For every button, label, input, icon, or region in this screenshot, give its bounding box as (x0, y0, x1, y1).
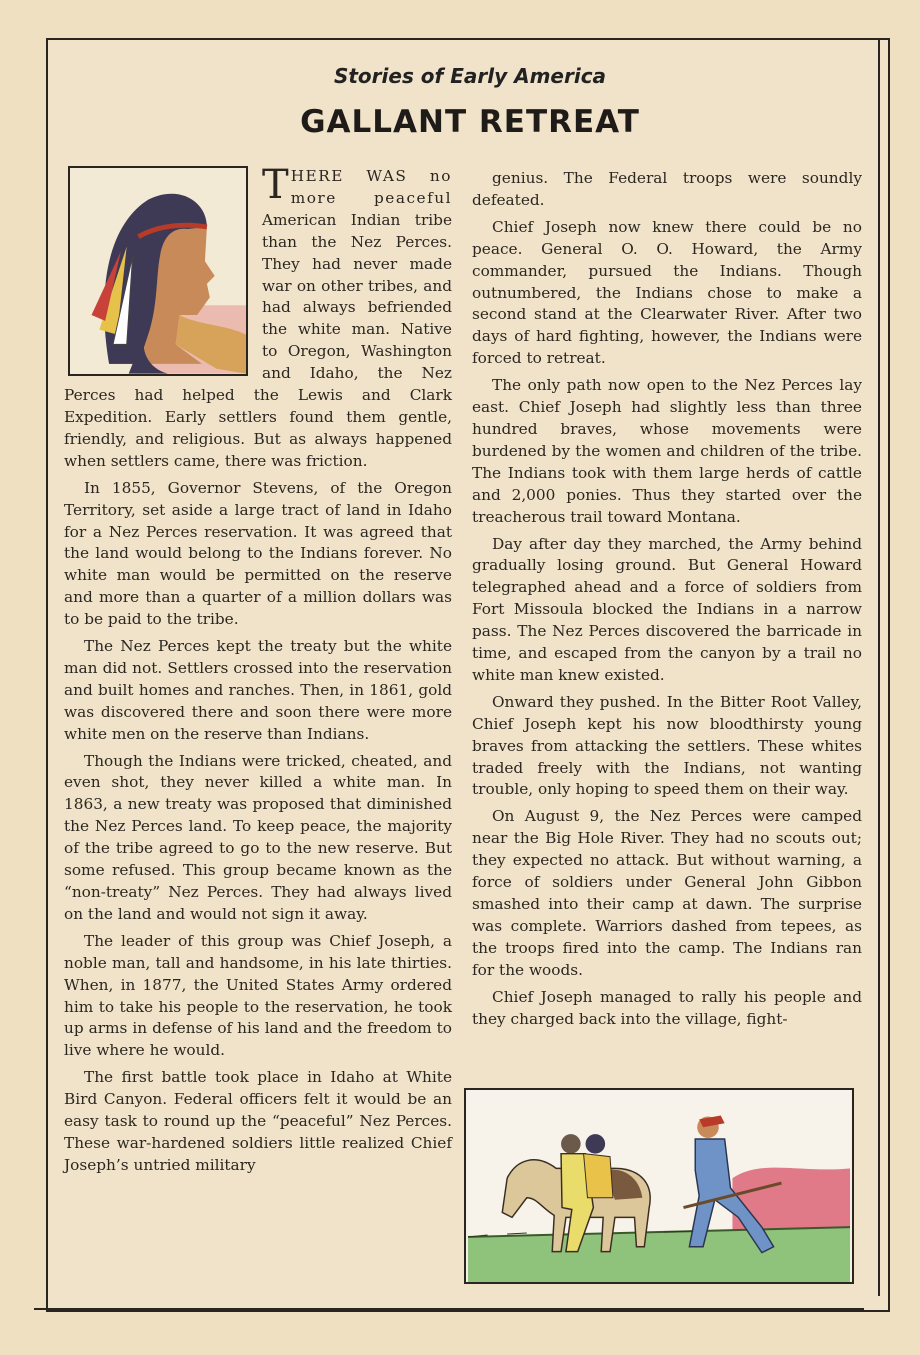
paragraph-5: The leader of this group was Chief Joseph, a noble man, tall and handsome, in his late thirties. When, in 1877, the United States Army ordered him to take his people to the reservation, he took up arms in defense of his land and the freedom to live where he would. (64, 931, 452, 1060)
drop-cap: T (262, 162, 289, 208)
paragraph-2: In 1855, Governor Stevens, of the Oregon Territory, set aside a large tract of land in Idaho for a Nez Perces reservation. It was agreed that the land would belong to the Indians forever. No white man would be permitted on the reserve and more than a quarter of a million dollars was to be paid to the tribe. (64, 478, 452, 629)
left-column (64, 162, 452, 1182)
frame-bottom-rule (34, 1308, 864, 1310)
retreat-scene-illustration (464, 1088, 854, 1284)
paragraph-12: On August 9, the Nez Perces were camped near the Big Hole River. They had no scouts out; they expected no attack. But without warning, a force of soldiers under General John Gibbon smashed into their camp at dawn. The surprise was complete. Warriors dashed from tepees, as the troops fired into the camp. The Indians ran for the woods. (472, 807, 862, 979)
series-title: Stories of Early America (333, 64, 607, 88)
paragraph-7: genius. The Federal troops were soundly defeated. (472, 169, 862, 209)
paragraph-11: Onward they pushed. In the Bitter Root Valley, Chief Joseph kept his now bloodthirsty young braves from attacking the settlers. These whites traded freely with the Indians, not wanting trouble, only hoping to speed them on their way. (472, 692, 862, 799)
paragraph-1: American Indian tribe than the Nez Perces. They had never made war on other tribes, and had always befriended the white man. Native to Oregon, Washington and Idaho, the Nez Perces had helped the Lewis and Clark Expedition. Early settlers found them gentle, friendly, and religious. But as always happened when settlers came, there was friction. (64, 210, 452, 470)
chief-portrait-illustration (68, 166, 248, 376)
paragraph-6: The first battle took place in Idaho at White Bird Canyon. Federal officers felt it would be an easy task to round up the “peaceful” Nez Perces. These war-hardened soldiers little realized Chief Joseph’s untried military (64, 1068, 452, 1174)
right-column (472, 168, 862, 1035)
paragraph-8: Chief Joseph now knew there could be no peace. General O. O. Howard, the Army commander, pursued the Indians. Though outnumbered, the Indians chose to make a second stand at the Clearwater River. After two days of hard fighting, however, the Indians were forced to retreat. (472, 217, 862, 368)
paragraph-10: Day after day they marched, the Army behind gradually losing ground. But General Howard telegraphed ahead and a force of soldiers from Fort Missoula blocked the Indians in a narrow pass. The Nez Perces discovered the barricade in time, and escaped from the canyon by a trail no white man knew existed. (472, 534, 862, 684)
page-title: GALLANT RETREAT (300, 104, 640, 140)
frame-right-rule (878, 40, 880, 1296)
paragraph-13: Chief Joseph managed to rally his people and they charged back into the village, fight- (472, 987, 862, 1028)
chief-portrait-image (70, 168, 246, 374)
lead-text: HERE WAS no more peaceful (290, 167, 452, 207)
paragraph-3: The Nez Perces kept the treaty but the white man did not. Settlers crossed into the reservation and built homes and ranches. Then, in 1861, gold was discovered there and soon there were more white men on the reserve than Indians. (64, 637, 452, 743)
paragraph-9: The only path now open to the Nez Perces lay east. Chief Joseph had slightly less than three hundred braves, whose movements were burdened by the women and children of the tribe. The Indians took with them large herds of cattle and 2,000 ponies. Thus they started over the treacherous trail toward Montana. (472, 376, 862, 526)
paragraph-4: Though the Indians were tricked, cheated, and even shot, they never killed a white man. In 1863, a new treaty was proposed that diminished the Nez Perces land. To keep peace, the majority of the tribe agreed to go to the new reserve. But some refused. This group became known as the “non-treaty” Nez Perces. They had always lived on the land and would not sign it away. (64, 751, 452, 923)
retreat-scene-image (466, 1090, 852, 1282)
